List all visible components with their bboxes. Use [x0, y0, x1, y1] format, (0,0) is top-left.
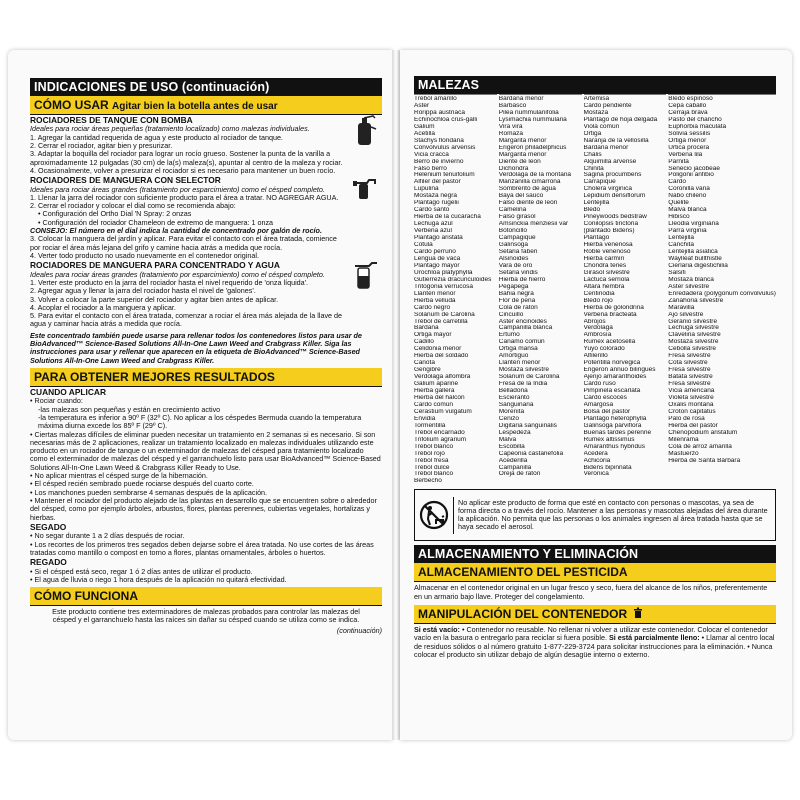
weed-item: Geranio silvestre — [668, 318, 718, 325]
weed-item: Coronilla varia — [668, 186, 710, 193]
weed-item: Hierba del pastor — [668, 422, 718, 429]
tanque-step: 3. Adaptar la boquilla del rociador para lograr un rocío grueso. Sostener la punta de la varilla a aproximadamente 12 pulgadas (30 cm) de la(s) maleza(s), apuntar al centro de la maleza y rociar. — [30, 149, 343, 167]
weed-item: Acederilla — [498, 457, 528, 464]
weed-item: Galium aparine — [414, 381, 459, 388]
weed-item: Trébol encarnado — [414, 429, 465, 436]
weed-item: Mostaza blanca — [668, 276, 714, 283]
weed-item: Lupulina — [414, 186, 439, 193]
weed-item: Verónica — [583, 471, 609, 478]
weed-item: Morenita — [498, 408, 525, 415]
weed-item: Rumex altissimus — [583, 436, 635, 443]
selector-step: 4. Verter todo producto no usado nuevamente en el contenedor original. — [30, 250, 259, 260]
weed-item: Envidia — [414, 415, 436, 422]
weed-item: Naranja de la vellosilla — [583, 137, 649, 144]
weed-item: Zanahoria silvestre — [668, 297, 724, 304]
weed-item: Chondra tenes — [583, 262, 627, 269]
weed-item: Llantén menor — [414, 290, 456, 297]
concentrado-step: 2. Agregar agua y llenar la jarra del rociador hasta el nivel de 'galones'. — [30, 286, 256, 296]
weed-item: Vicia cracca — [414, 151, 449, 158]
weed-item: Amortiguo — [498, 353, 529, 360]
weed-item: Margarita menor — [498, 151, 547, 158]
weed-item: Helenium tenuifolium — [414, 172, 475, 179]
selector-title: ROCIADORES DE MANGUERA CON SELECTOR — [30, 175, 221, 186]
weed-item: Croton capitatus — [668, 408, 716, 415]
weed-item: Conilopsis tinctoria — [583, 221, 639, 228]
booklet-gutter — [392, 50, 400, 740]
weed-item: Malva blanca — [668, 207, 707, 214]
selector-step: 3. Colocar la manguera del jardín y aplicar. Para evitar el contacto con el área tratada, comience por rociar el área más lejana del grifo y camine hacia atrás a medida que rocía. — [30, 234, 337, 252]
weed-item: Lentejilla — [583, 200, 610, 207]
weed-item: Dichondra — [498, 165, 529, 172]
weed-item: Pilea nummulariifolia — [498, 109, 559, 116]
weed-item: Bahia negra — [498, 290, 534, 297]
weed-item: Mastuerzo — [668, 450, 699, 457]
weed-item: Nabo chileno — [668, 193, 707, 200]
segado-bullet: • Los recortes de los primeros tres segados deben dejarse sobre el área tratada. No use cortes de las áreas tratadas como mantillo o compost en torno a flores, plantas ornamentales, árboles o huertos. — [30, 539, 374, 557]
rociar-cuando: • Rociar cuando: — [30, 396, 83, 406]
weed-item: Sanguinaria — [498, 401, 534, 408]
weed-item: Altara hembra — [583, 283, 625, 290]
weed-item: Gutierrezia dracunculoides — [414, 276, 492, 283]
weed-item: Chinita — [583, 165, 604, 172]
weed-item: Erigeron philadelphicus — [498, 144, 567, 151]
weed-item: Ortiga menor — [668, 137, 707, 144]
weed-item: Berro de invierno — [414, 158, 464, 165]
vacio-text: • Contenedor no reusable. No rellenar ni volver a utilizar este contenedor. Colocar el contenedor vacío en la basura o entregarlo para reciclar si fuera posible. — [414, 624, 768, 643]
weed-item: Lepidium densiflorum — [583, 193, 646, 200]
weed-item: Lactuca serriola — [583, 276, 630, 283]
weed-item: Cardo — [668, 179, 687, 186]
weed-item: Potentilla norvegica — [583, 360, 641, 367]
weed-item: Cañota — [414, 360, 435, 367]
concentrado-step: 3. Volver a colocar la parte superior del rociador y agitar bien antes de aplicar. — [30, 294, 279, 304]
weed-item: Bledo espinoso — [668, 96, 713, 102]
weed-item: Pimpinela escarlata — [583, 388, 641, 395]
weed-item: Cardo escocés — [583, 394, 627, 401]
result-bullet: • Los manchones pueden sembrarse 4 semanas después de la aplicación. — [30, 487, 268, 497]
parcial-text: • Llamar al centro local de residuos sólidos o al número gratuito 1-877-229-3724 para solicitar instrucciones para la eliminación. • Nunca colocar el producto sin utilizar debajo de algún desagüe interno o externo. — [414, 633, 775, 659]
selector-consejo: CONSEJO: El número en el dial indica la cantidad de concentrado por galón de rocío. — [30, 226, 322, 236]
weed-column — [499, 94, 582, 485]
manipulacion-header — [414, 605, 776, 624]
weed-item: Plantago aristata — [414, 235, 463, 242]
concentrado-title: ROCIADORES DE MANGUERA PARA CONCENTRADO Y AGUA — [30, 260, 280, 271]
weed-item: Sagina procumbens — [583, 172, 642, 179]
weed-item: Cardo pendiente — [583, 102, 632, 109]
manipulacion-title: MANIPULACIÓN DEL CONTENEDOR — [418, 606, 628, 621]
weed-item: Plántago — [583, 235, 610, 242]
weed-item: Hierba venenosa — [583, 242, 633, 249]
weed-item: Hierba de hierro — [498, 276, 546, 283]
weed-item: Convolvulus arvensis — [414, 144, 476, 151]
segado-bullet: • No segar durante 1 a 2 días después de rociar. — [30, 531, 185, 541]
weed-item: Mostaza negra — [414, 193, 457, 200]
weed-item: Baya del saúco — [498, 193, 544, 200]
weed-column — [584, 94, 667, 485]
weed-item: Euphorbia maculata — [668, 123, 727, 130]
weed-item: Campanilla — [498, 464, 532, 471]
left-page — [8, 50, 392, 740]
como-usar-title: CÓMO USAR — [34, 98, 109, 112]
weed-item: Batata silvestre — [668, 374, 713, 381]
weed-item: Cota silvestre — [668, 360, 708, 367]
weed-item: Capeonia castanefolia — [498, 450, 564, 457]
weed-item: Cadillo — [414, 339, 434, 346]
label-booklet — [8, 50, 792, 750]
weed-item: Camelina — [498, 207, 527, 214]
weed-item: Vicia americana — [668, 388, 715, 395]
tanque-step: 4. Ocasionalmente, volver a presurizar el rociador si es necesario para mantener un buen rocío. — [30, 165, 336, 175]
concentrado-section — [30, 260, 382, 328]
weed-item: Celidonia menor — [414, 346, 462, 353]
weed-item: Bardana menor — [498, 96, 544, 102]
weed-item: Oxalis montana — [668, 401, 714, 408]
weed-item: Artemisa — [583, 96, 610, 102]
weed-item: Campanilla blanca — [498, 325, 553, 332]
cuando-aplicar-title: CUANDO APLICAR — [30, 386, 106, 397]
concentrado-intro: Ideales para rociar áreas grandes (tratamiento por esparcimiento) como el césped completo. — [30, 269, 325, 279]
weed-item: Mostaza — [583, 109, 609, 116]
weed-item: Cholera virginica — [583, 186, 632, 193]
selector-step: 2. Cerrar el rociador y colocar el dial como se recomienda abajo: — [30, 201, 236, 211]
result-bullet: • No aplicar mientras el césped surge de la hibernación. — [30, 471, 208, 481]
weed-item: Manzanilla cimarrona — [498, 179, 561, 186]
weed-item: Trébol blanco — [414, 471, 454, 478]
weed-item: Galinsoga — [498, 242, 529, 249]
weed-item: Digitaria sanguinalis — [498, 422, 557, 429]
weed-item: Romaza — [498, 130, 523, 137]
weed-list — [414, 94, 776, 485]
weed-item: Galinsoga parviflora — [583, 422, 642, 429]
weed-item: Verbena azul — [414, 228, 452, 235]
almacenamiento-text: Almacenar en el contenedor original en un lugar fresco y seco, fuera del alcance de los niños, preferentemente en un armario bajo llave. Proteger del congelamiento. — [414, 583, 768, 601]
weed-item: Ertumo — [498, 332, 520, 339]
weed-column — [668, 94, 776, 485]
selector-intro: Ideales para rociar áreas grandes (tratamiento por esparcimiento) como el césped completo. — [30, 184, 325, 194]
result-bullet: • Mantener el rociador del producto alejado de las plantas en desarrollo que se encuentren sobre o alrededor del césped, como por ejemplo árboles, arbustos, flores, plantas perennes, cubiertas vegetales, hortalizas y hierbas. — [30, 495, 377, 522]
weed-item: Verbena bracteata — [583, 311, 637, 318]
weed-item: Trébol amarillo — [414, 96, 457, 102]
weed-item: Trébol fresa — [414, 457, 449, 464]
weed-item: Belladona — [498, 388, 528, 395]
selector-step: 1. Llenar la jarra del rociador con suficiente producto para el área a tratar. NO AGREGAR AGUA. — [30, 192, 339, 202]
weed-item: Hierba de Santa Bárbara — [668, 457, 741, 464]
weed-item: Hierba carmín — [583, 255, 625, 262]
weed-item: Lengua de vaca — [414, 255, 461, 262]
weed-item: Acedera — [583, 450, 608, 457]
weed-item: Cardo santo — [414, 207, 450, 214]
weed-item: Urochloa platyphylla — [414, 269, 473, 276]
weed-item: Violeta silvestre — [668, 394, 714, 401]
weed-item: Bardana — [414, 325, 439, 332]
weed-item: Campagique — [498, 235, 536, 242]
weed-item: Maravilla — [668, 304, 695, 311]
tanque-section — [30, 115, 382, 175]
hose-end-sprayer-icon — [348, 175, 382, 260]
weed-item: Fresa silvestre — [668, 381, 711, 388]
weed-item: Hierba del soldado — [414, 353, 469, 360]
trash-can-icon — [633, 607, 643, 621]
vacio-label: Si está vacío: — [414, 624, 460, 634]
weed-item: Achicoria — [583, 457, 611, 464]
weed-item: Chalis — [583, 151, 602, 158]
weed-item: Carrapique — [583, 179, 616, 186]
weed-item: Erigeron annuo bilingues — [583, 367, 656, 374]
weed-item: Trébol blanco — [414, 443, 454, 450]
weed-item: Plántago heterophylla — [583, 415, 647, 422]
weed-item: Waylleaf bullthistle — [668, 255, 722, 262]
weed-item: Vira vira — [498, 123, 523, 130]
weed-item: Mostaza silvestre — [668, 339, 719, 346]
weed-item: Setaria faberi — [498, 248, 538, 255]
weed-item: Urtica procera — [668, 144, 710, 151]
weed-item: Trébol rojo — [414, 450, 445, 457]
weed-item: Roble venenoso — [583, 248, 631, 255]
selector-section — [30, 175, 382, 260]
condition: -las malezas son pequeñas y están en crecimiento activo — [38, 404, 221, 414]
weed-item: Yuyo colorado — [583, 346, 625, 353]
selector-config: • Configuración del rociador Chameleon de extremo de manguera: 1 onza — [38, 217, 274, 227]
weed-item: Hierba velluda — [414, 297, 456, 304]
weed-item: Cerastium vulgatum — [414, 408, 472, 415]
weed-item: Pasto del chancho — [668, 116, 722, 123]
weed-item: Hierba gallera — [414, 388, 455, 395]
concentrado-step: 4. Acoplar el rociador a la manguera y aplicar. — [30, 302, 176, 312]
weed-item: (plántado Bidens) — [583, 228, 635, 235]
weed-item: Bledo rojo — [583, 297, 613, 304]
weed-item: Ambrosía — [583, 332, 612, 339]
concentrate-sprayer-icon — [348, 260, 382, 328]
regado-bullet: • El agua de lluvia o riego 1 hora después de la aplicación no quitará efectividad. — [30, 574, 287, 584]
funciona-header: CÓMO FUNCIONA — [30, 587, 382, 606]
manipulacion-text — [414, 626, 776, 659]
weed-item: Cañamo común — [498, 339, 545, 346]
weed-item: Lentejilla — [668, 235, 694, 242]
weed-item: Trébol dulce — [414, 464, 450, 471]
weed-item: Botoncillo — [498, 228, 527, 235]
pet-warning-box — [414, 489, 776, 541]
weed-item: Lechuga silvestre — [668, 325, 719, 332]
weed-item: Barbasco — [498, 102, 527, 109]
weed-item: Alsinoides — [498, 255, 529, 262]
weed-item: Bolsa del pastor — [583, 408, 631, 415]
weed-item: Galium — [414, 123, 435, 130]
weed-item: Cardo común — [414, 401, 454, 408]
weed-item: Margarita menor — [498, 137, 547, 144]
weed-item: Flor de peña — [498, 297, 536, 304]
weed-item: Falso diente de león — [498, 200, 558, 207]
weed-item: Escieranto — [498, 394, 530, 401]
weed-item: Parra virginia — [668, 228, 707, 235]
weed-item: Falso berro — [414, 165, 447, 172]
weed-item: Buenas tardes perenne — [583, 429, 652, 436]
funciona-text: Este producto contiene tres exterminadores de malezas probados para controlar las malezas del césped y el garranchuelo hasta las raíces sin dañar su césped cuando se utiliza como se indica. — [52, 607, 360, 625]
continuacion-note: (continuación) — [336, 625, 382, 635]
weed-item: Berbecho — [414, 478, 442, 485]
weed-item: Cola de ratón — [498, 304, 538, 311]
weed-item: Hierba de la cucaracha — [414, 214, 481, 221]
weed-item: Gengibre — [414, 367, 441, 374]
weed-item: Amsinckia menziesii var — [498, 221, 569, 228]
weed-item: Canchita — [668, 242, 694, 249]
weed-item: Cardo negro — [414, 304, 451, 311]
result-bullet: • El césped recién sembrado puede rociarse después del cuarto corte. — [30, 479, 254, 489]
weed-item: Bledo — [583, 207, 601, 214]
weed-item: Clavelina silvestre — [668, 332, 721, 339]
weed-item: Vara de oro — [498, 262, 533, 269]
regado-title: REGADO — [30, 557, 67, 568]
weed-item: Escobilla — [498, 443, 525, 450]
weed-item: Tormentilla — [414, 422, 446, 429]
weed-item: Milenrama — [668, 436, 699, 443]
weed-item: Enredadera (polygonum convolvulus) — [668, 290, 776, 297]
weed-item: Parnita — [668, 158, 689, 165]
weed-item: Palo de rosa — [668, 415, 705, 422]
weed-item: Cola de arroz amarilla — [668, 443, 732, 450]
weed-item: Centinodia — [583, 290, 615, 297]
weed-item: Alfilerillo — [583, 353, 608, 360]
weed-item: Bardana menor — [583, 144, 629, 151]
weed-item: Acetilla — [414, 130, 435, 137]
indicaciones-header: INDICACIONES DE USO (continuación) — [30, 78, 382, 96]
weed-item: Fresa silvestre — [668, 367, 711, 374]
weed-item: Rorippa austriaca — [414, 109, 465, 116]
weed-item: Fresa silvestre — [668, 353, 711, 360]
weed-item: Cenizo — [498, 415, 519, 422]
weed-item: Amaranthus hybridus — [583, 443, 645, 450]
weed-item: Setaria viridis — [498, 269, 538, 276]
weed-item: Ortiga — [583, 130, 602, 137]
weed-item: Plantago rugelii — [414, 200, 459, 207]
weed-item: Verbena lila — [668, 151, 703, 158]
weed-item: Bidens bipinnata — [583, 464, 632, 471]
weed-item: Fresa de la India — [498, 381, 548, 388]
weed-item: Verdolaga — [583, 325, 613, 332]
weed-item: Cierlaria digestichilia — [668, 262, 728, 269]
weed-item: Solivia sessilis — [668, 130, 711, 137]
weed-item: Lysimachia nummularia — [498, 116, 567, 123]
tanque-title: ROCIADORES DE TANQUE CON BOMBA — [30, 115, 193, 125]
malezas-header: MALEZAS — [414, 76, 776, 94]
weed-item: Oreja de ratón — [498, 471, 541, 478]
weed-item: Stachys floridana — [414, 137, 464, 144]
weed-item: Viola común — [583, 123, 620, 130]
weed-item: Aster silvestre — [668, 283, 710, 290]
mejores-header: PARA OBTENER MEJORES RESULTADOS — [30, 368, 382, 387]
weed-item: Hibisco — [668, 214, 690, 221]
weed-column — [414, 94, 497, 485]
weed-item: Aster — [414, 102, 430, 109]
weed-item: Falso girasol — [498, 214, 536, 221]
selector-config: • Configuración del Ortho Dial 'N Spray: 2 onzas — [38, 209, 192, 219]
weed-item: Plantago mayor — [414, 262, 460, 269]
weed-item: Poligonii anfibio — [668, 172, 714, 179]
weed-item: Abrojos — [583, 318, 606, 325]
weed-item: Llantén menor — [498, 360, 541, 367]
weed-item: Lleodia virginiana — [668, 221, 719, 228]
weed-item: Plántago de hoja delgada — [583, 116, 658, 123]
weed-item: Senecio jacobeae — [668, 165, 720, 172]
weed-item: Solanum de Carolina — [498, 374, 560, 381]
weed-item: Pineywoods bedstraw — [583, 214, 647, 221]
concentrado-step: 5. Para evitar el contacto con el área tratada, comenzar a rociar el área más alejada de la llave de agua y caminar hacia atrás a medida que rocía. — [30, 311, 343, 329]
weed-item: Ajo silvestre — [668, 311, 704, 318]
weed-item: Salsifi — [668, 269, 686, 276]
weed-item: Cardo ruso — [583, 381, 616, 388]
weed-item: Girasol silvestre — [583, 269, 630, 276]
weed-item: Lechuga azul — [414, 221, 453, 228]
warning-text: No aplicar este producto de forma que esté en contacto con personas o mascotas, ya sea de forma directa o a través del rocío. Mantener a las personas y mascotas alejadas del área durante la aplicación. No permita que las personas o los animales ingresen al área tratada hasta que se haya secado el aerosol. — [453, 497, 775, 533]
refill-note: Este concentrado también puede usarse para rellenar todos los contenedores listos para usar de BioAdvanced™ Science-Based Solutions All-In-One Lawn Weed and Crabgrass Killer. Siga las instrucciones para usar y rellenar que aparecen en la etiqueta de BioAdvanced™ Science-Based Solutions All-In-One Lawn Weed and Crabgrass Killer. — [30, 330, 362, 365]
weed-item: Pegapega — [498, 283, 529, 290]
weed-item: Amargosa — [583, 401, 614, 408]
tanque-step: 2. Cerrar el rociador, agitar bien y presurizar. — [30, 141, 173, 150]
result-bullet: • Ciertas malezas difíciles de eliminar pueden necesitar un tratamiento en 2 semanas si es necesario. Si son necesarias más de 2 aplicaciones, realizar un tratamiento localizado en malezas individuales utilizando este producto en un rociador de tanque o un exterminador de malezas del césped para tratamiento localizado como el exterminador de malezas del césped y el garranchuelo listo para usar BioAdvanced™ Science-Based Solutions All-In-One Lawn Weed & Crabgrass Killer Ready to Use. — [30, 429, 381, 472]
weed-item: Verdolaga alfombra — [414, 374, 471, 381]
weed-item: Malva — [498, 436, 517, 443]
weed-item: Lespedeza — [498, 429, 531, 436]
almacenamiento-subheader: ALMACENAMIENTO DEL PESTICIDA — [414, 563, 776, 582]
weed-item: Cepa caballo — [668, 102, 707, 109]
almacenamiento-header: ALMACENAMIENTO Y ELIMINACIÓN — [414, 545, 776, 563]
weed-item: Echinochloa crus-galli — [414, 116, 478, 123]
como-usar-header — [30, 96, 382, 115]
tanque-intro: Ideales para rociar áreas pequeñas (tratamiento localizado) como malezas individuales. — [30, 124, 310, 134]
weed-item: Cardo perruno — [414, 248, 456, 255]
weed-item: Alfiler del pastor — [414, 179, 461, 186]
right-page — [400, 50, 792, 740]
weed-item: Chenopodium aristatum — [668, 429, 738, 436]
weed-item: Tritogonia verrucosa — [414, 283, 474, 290]
weed-item: Ortiga mansa — [498, 346, 538, 353]
tank-sprayer-icon — [348, 115, 382, 175]
weed-item: Cebolla silvestre — [668, 346, 716, 353]
weed-item: Diente de león — [498, 158, 541, 165]
weed-item: Cotula — [414, 242, 433, 249]
no-people-pets-icon — [415, 500, 453, 530]
weed-item: Alquimilla arvense — [583, 158, 637, 165]
weed-item: Ajenjo amaranthoides — [583, 374, 647, 381]
weed-item: Sombrerito de agua — [498, 186, 556, 193]
weed-item: Cerraja brava — [668, 109, 708, 116]
weed-item: Trifolium agrarium — [414, 436, 467, 443]
weed-item: Cincuillo — [498, 311, 524, 318]
weed-item: Lentejilla asiatica — [668, 248, 718, 255]
weed-item: Hierba del halcón — [414, 394, 465, 401]
concentrado-step: 1. Verter este producto en la jarra del rociador hasta el nivel requerido de 'onza líquida'. — [30, 277, 309, 287]
weed-item: Solanum de Carolina — [414, 311, 475, 318]
weed-item: Quelite — [668, 200, 689, 207]
condition: -la temperatura es inferior a 90º F (32º C). No aplicar a los céspedes Bermuda cuando la temperatura máxima diurna excede los 85º F (29º C). — [38, 412, 362, 431]
parcial-label: Si está parcialmente lleno: — [608, 633, 700, 643]
como-usar-subtitle: Agitar bien la botella antes de usar — [112, 101, 278, 112]
tanque-step: 1. Agregar la cantidad requerida de agua y este producto al rociador de tanque. — [30, 132, 283, 142]
weed-item: Trébol de carretilla — [414, 318, 468, 325]
regado-bullet: • Si el césped está seco, regar 1 ó 2 días antes de utilizar el producto. — [30, 566, 253, 576]
weed-item: Mostaza silvestre — [498, 367, 549, 374]
weed-item: Verdolaga de la montaña — [498, 172, 572, 179]
segado-title: SEGADO — [30, 521, 67, 532]
weed-item: Hierba de golondrina — [583, 304, 644, 311]
weed-item: Ortiga mayor — [414, 332, 452, 339]
weed-item: Aster encinoides — [498, 318, 547, 325]
weed-item: Rumex acetosella — [583, 339, 636, 346]
